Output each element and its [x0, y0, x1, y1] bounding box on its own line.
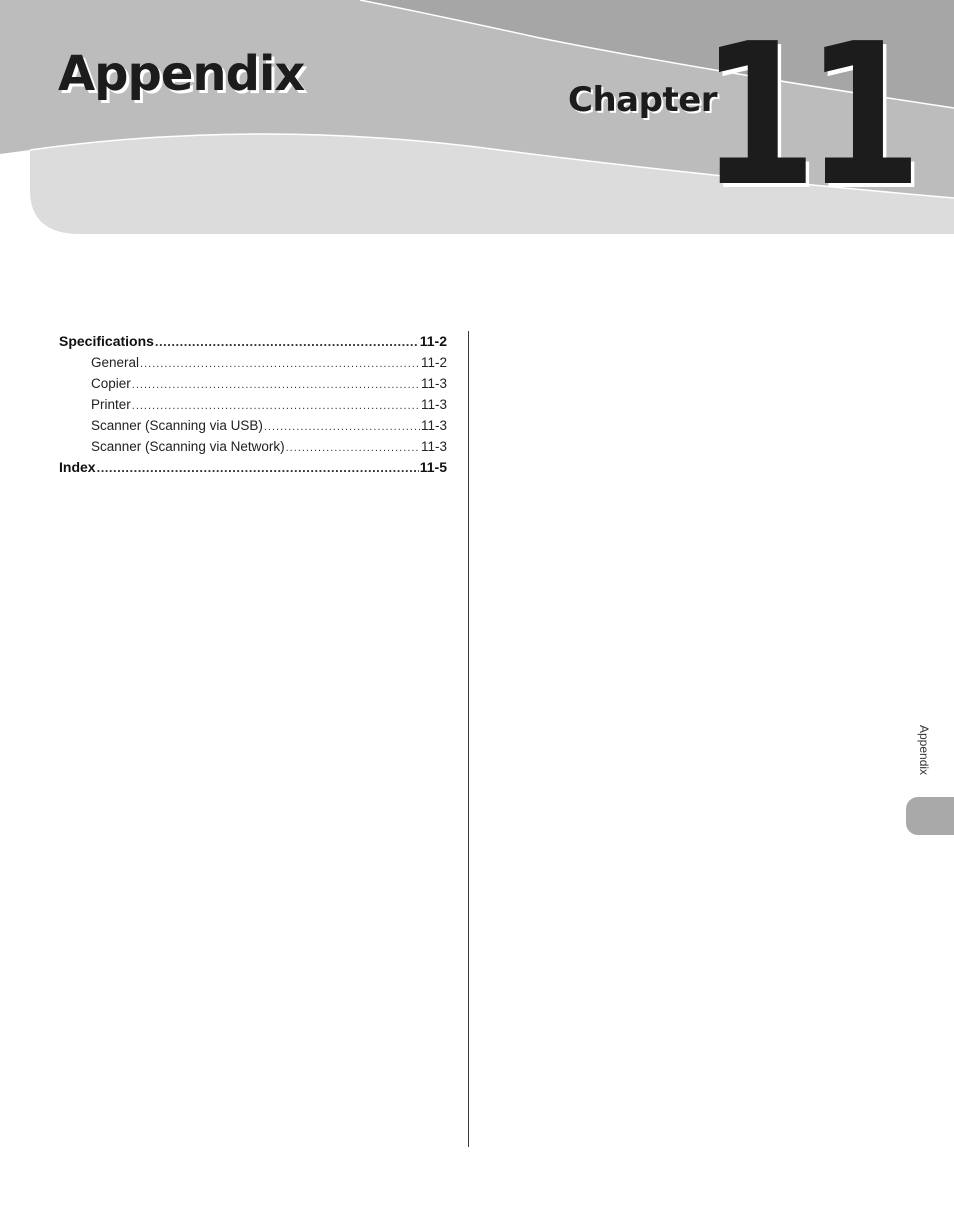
side-tab-label: Appendix [917, 725, 931, 776]
toc-dot-leader [286, 438, 420, 459]
toc-entry-specifications[interactable] [59, 331, 447, 352]
toc-entry-scanner-usb[interactable] [59, 415, 447, 436]
toc-entry-page: 11-3 [420, 418, 447, 433]
chapter-side-tab[interactable] [906, 797, 954, 835]
column-divider [468, 331, 469, 1147]
toc-entry-page: 11-3 [420, 397, 447, 412]
toc-entry-label: Printer [91, 397, 131, 412]
toc-dot-leader [132, 396, 420, 417]
toc-dot-leader [155, 331, 419, 352]
toc-entry-label: Scanner (Scanning via Network) [91, 439, 285, 454]
toc-entry-general[interactable] [59, 352, 447, 373]
toc-dot-leader [264, 417, 420, 438]
toc-dot-leader [97, 457, 419, 478]
chapter-number: 11 [700, 2, 911, 230]
toc-entry-page: 11-3 [420, 439, 447, 454]
toc-dot-leader [132, 375, 420, 396]
toc-entry-label: Copier [91, 376, 131, 391]
toc-entry-page: 11-2 [420, 355, 447, 370]
chapter-title: Appendix [58, 46, 305, 102]
toc-entry-printer[interactable] [59, 394, 447, 415]
toc-entry-copier[interactable] [59, 373, 447, 394]
table-of-contents [59, 331, 447, 478]
toc-entry-page: 11-3 [420, 376, 447, 391]
toc-entry-page: 11-2 [419, 333, 447, 349]
toc-entry-label: General [91, 355, 140, 370]
toc-entry-label: Specifications [59, 333, 154, 349]
toc-entry-scanner-network[interactable] [59, 436, 447, 457]
chapter-label: Chapter [568, 80, 718, 120]
toc-entry-page: 11-5 [419, 459, 447, 475]
toc-entry-label: Scanner (Scanning via USB) [91, 418, 263, 433]
toc-entry-index[interactable] [59, 457, 447, 478]
toc-dot-leader [140, 354, 420, 375]
toc-entry-label: Index [59, 459, 96, 475]
